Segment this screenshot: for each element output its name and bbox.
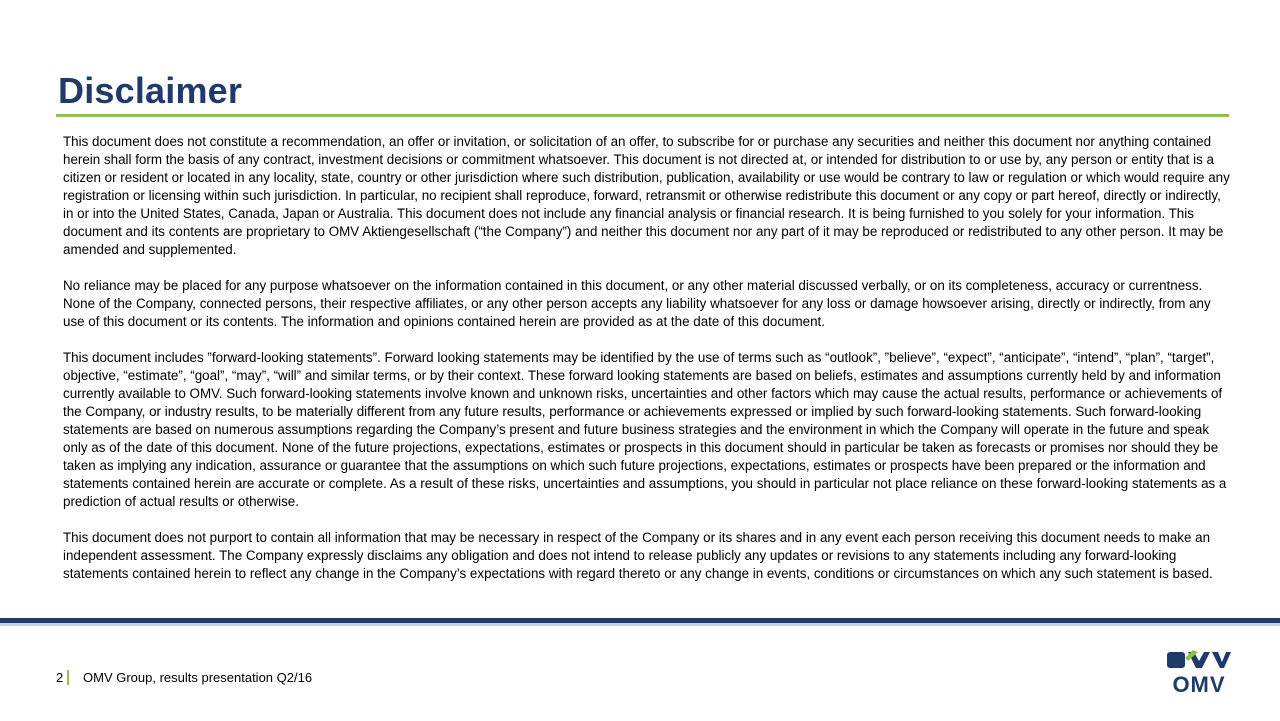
disclaimer-paragraph-4: This document does not purport to contain all information that may be necessary in respect of the Company or its shares and in any event each person receiving this document needs to make an independent assessment. The Company expressly disclaims any obligation and does not intend to release publicly any updates or revisions to any statements including any forward-looking statements contained herein to reflect any change in the Company’s expectations with regard thereto or any change in events, conditions or circumstances on which any such statement is based.: [63, 530, 1213, 581]
omv-logo-mark-icon: [1166, 648, 1232, 672]
page-number: 2: [56, 670, 64, 685]
title-underline: [56, 114, 1229, 117]
disclaimer-paragraph-2: No reliance may be placed for any purpose whatsoever on the information contained in this document, or any other material discussed verbally, or on its completeness, accuracy or currentness. None of the Company, connected persons, their respective affiliates, or any other person accepts any liability whatsoever for any loss or damage howsoever arising, directly or indirectly, from any use of this document or its contents. The information and opinions contained herein are provided as at the date of this document.: [63, 278, 1211, 329]
disclaimer-body: [63, 133, 1233, 583]
footer-divider: [67, 670, 69, 685]
omv-wordmark: OMV: [1172, 672, 1226, 697]
disclaimer-paragraph-3: This document includes ”forward-looking statements”. Forward looking statements may be identified by the use of terms such as “outlook”, ”believe”, “expect”, “anticipate”, “intend”, “plan”, “target”, objective, “estimate”, “goal”, “may”, “will” and similar terms, or by their context. These forward looking statements are based on beliefs, estimates and assumptions currently held by and information currently available to OMV. Such forward-looking statements involve known and unknown risks, uncertainties and other factors which may cause the actual results, performance or achievements of the Company, or industry results, to be materially different from any future results, performance or achievements expressed or implied by such forward-looking statements. Such forward-looking statements are based on numerous assumptions regarding the Company’s present and future business strategies and the environment in which the Company will operate in the future and speak only as of the date of this document. None of the future projections, expectations, estimates or prospects in this document should in particular be taken as forecasts or promises nor should they be taken as implying any indication, assurance or guarantee that the assumptions on which such future projections, expectations, estimates or prospects have been prepared or the information and statements contained herein are accurate or complete. As a result of these risks, uncertainties and assumptions, you should in particular not place reliance on these forward-looking statements as a prediction of actual results or otherwise.: [63, 350, 1227, 509]
footer-band: [0, 618, 1280, 626]
disclaimer-paragraph-1: This document does not constitute a recommendation, an offer or invitation, or solicitation of an offer, to subscribe for or purchase any securities and neither this document nor anything contained herein shall form the basis of any contract, investment decisions or commitment whatsoever. This document is not directed at, or intended for distribution to or use by, any person or entity that is a citizen or resident or located in any locality, state, country or other jurisdiction where such distribution, publication, availability or use would be contrary to law or regulation or which would require any registration or licensing within such jurisdiction. In particular, no recipient shall reproduce, forward, retransmit or otherwise redistribute this document or any copy or part hereof, directly or indirectly, in or into the United States, Canada, Japan or Australia. This document does not include any financial analysis or financial research. It is being furnished to you solely for your information. This document and its contents are proprietary to OMV Aktiengesellschaft (“the Company”) and neither this document nor any part of it may be reproduced or redistributed to any other person. It may be amended and supplemented.: [63, 134, 1230, 257]
omv-logo: [1166, 648, 1232, 698]
page-title: Disclaimer: [58, 70, 243, 111]
footer-caption: OMV Group, results presentation Q2/16: [83, 670, 313, 685]
